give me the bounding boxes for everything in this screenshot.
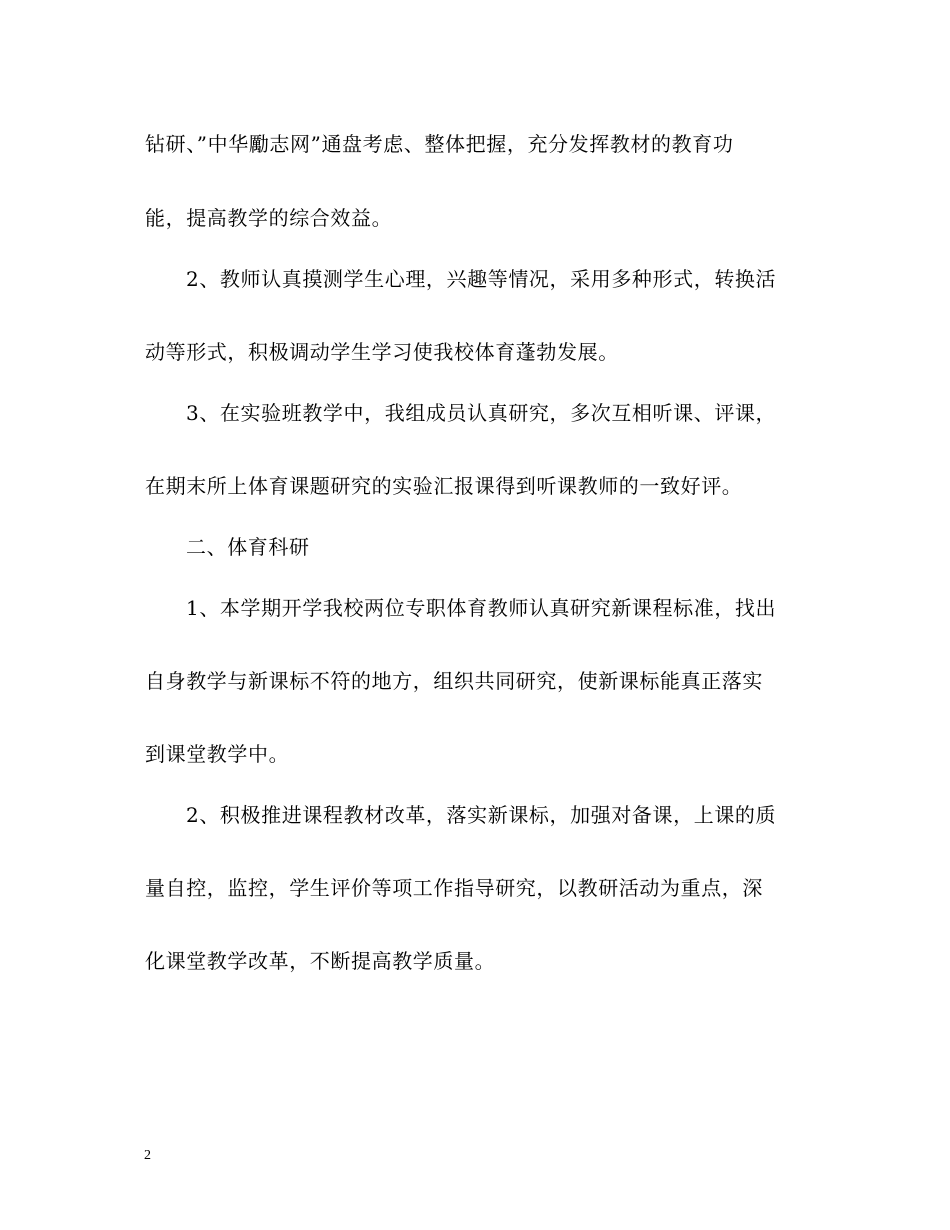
paragraph-start-line: 1、本学期开学我校两位专职体育教师认真研究新课程标准，找出 [186, 596, 777, 620]
text-line: 到课堂教学中。 [145, 742, 290, 766]
text-line: 钻研、”中华勵志网”通盘考虑、整体把握，充分发挥教材的教育功 [145, 132, 734, 156]
page-number: 2 [144, 1148, 151, 1163]
text-line: 化课堂教学改革，不断提高教学质量。 [145, 949, 496, 973]
section-heading: 二、体育科研 [186, 535, 310, 559]
paragraph-start-line: 2、积极推进课程教材改革，落实新课标，加强对备课，上课的质 [186, 803, 777, 827]
text-line: 能，提高教学的综合效益。 [145, 206, 393, 230]
text-line: 自身教学与新课标不符的地方，组织共同研究，使新课标能真正落实 [145, 669, 763, 693]
paragraph-start-line: 2、教师认真摸测学生心理，兴趣等情况，采用多种形式，转换活 [186, 267, 777, 291]
text-line: 动等形式，积极调动学生学习使我校体育蓬勃发展。 [145, 340, 619, 364]
text-line: 量自控，监控，学生评价等项工作指导研究，以教研活动为重点，深 [145, 876, 763, 900]
text-line: 在期末所上体育课题研究的实验汇报课得到听课教师的一致好评。 [145, 474, 743, 498]
paragraph-start-line: 3、在实验班教学中，我组成员认真研究，多次互相听课、评课， [186, 401, 777, 425]
